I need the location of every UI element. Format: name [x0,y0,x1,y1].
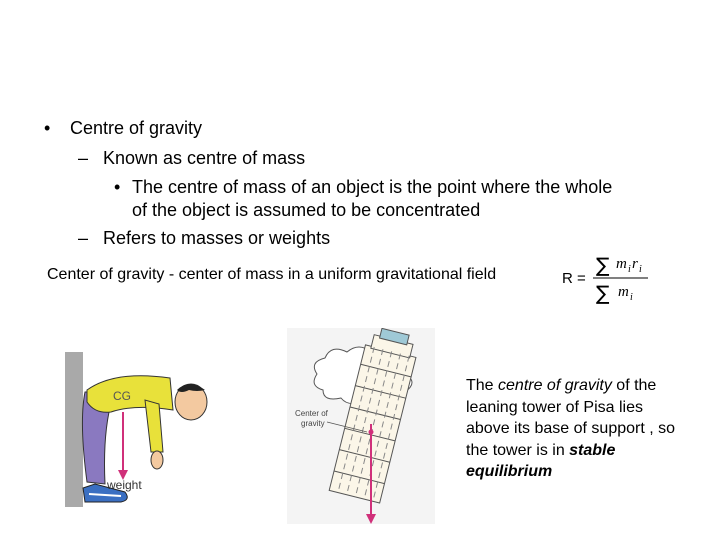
formula-numerator-i2: i [639,264,642,275]
tower-caption [466,375,688,483]
center-of-gravity-statement: Center of gravity - center of mass in a uniform gravitational field [47,266,497,283]
weight-label: weight [107,478,142,492]
sum-symbol-bottom: ∑ [596,281,610,305]
bullet-refers-to: Refers to masses or weights [103,228,331,248]
bullet-marker: • [114,177,121,197]
formula-numerator-r: r [632,256,638,272]
bullet-marker: • [44,118,51,138]
caption-emphasis-stable: stable equilibrium [466,441,616,480]
formula-numerator-m: m [616,256,627,272]
formula-numerator-i1: i [628,264,631,275]
caption-part1: The [466,377,499,394]
bullet-known-as: Known as centre of mass [103,148,306,168]
formula-denominator-i: i [630,292,633,303]
dash-marker: – [78,148,89,168]
bullet-centre-of-gravity: Centre of gravity [70,118,203,138]
center-of-gravity-dot [369,430,374,435]
tower-cg-label-line2: gravity [301,419,325,428]
caption-emphasis-cog: centre of gravity [498,377,612,394]
wall [65,352,83,507]
cg-label: CG [113,389,131,403]
leaning-tower-figure [287,328,435,524]
sum-symbol-top: ∑ [596,253,610,277]
bullet-definition-line1: The centre of mass of an object is the point where the whole [132,177,613,197]
caption-part2: of the leaning tower of Pisa lies above its base of support , so the tower is in [466,377,676,459]
dash-marker: – [78,228,89,248]
bending-person-figure [65,352,225,507]
formula-denominator-m: m [618,284,629,300]
center-of-mass-formula [560,250,660,306]
bullet-definition-line2: of the object is assumed to be concentrated [132,200,481,220]
formula-lhs: R = [562,270,586,287]
tower-cg-label-line1: Center of [295,409,328,418]
hand [151,451,163,469]
